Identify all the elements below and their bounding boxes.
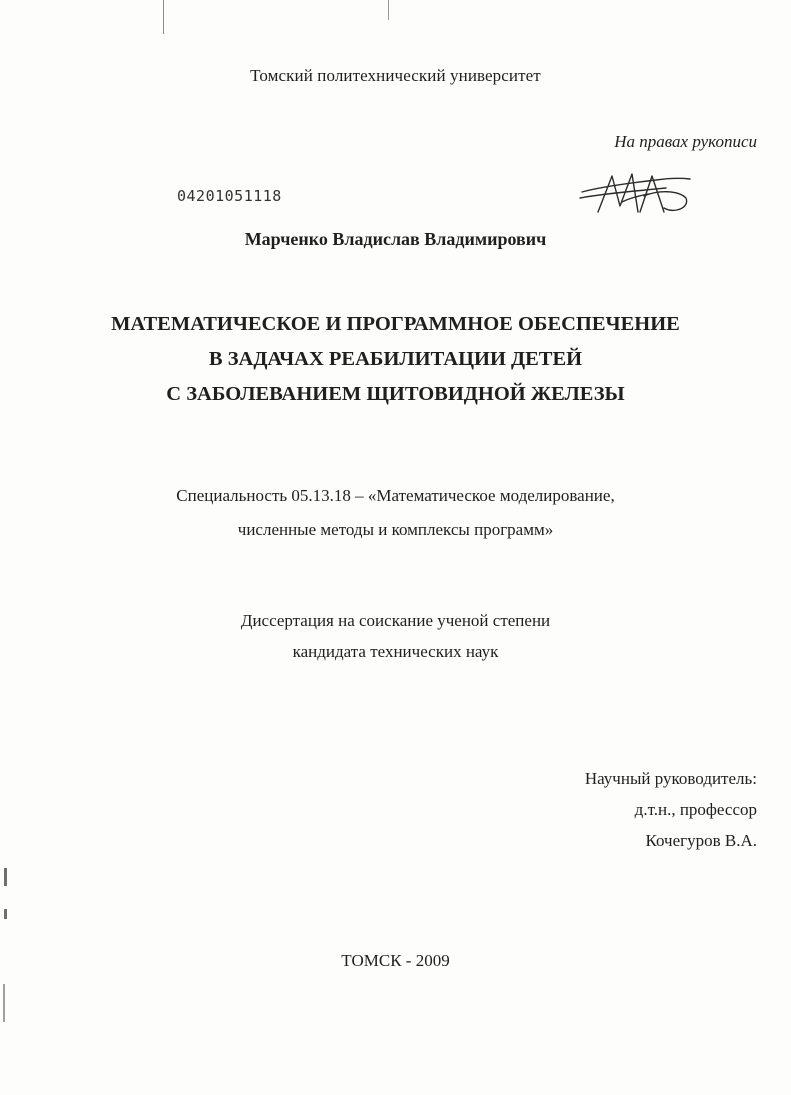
title-line-3: С ЗАБОЛЕВАНИЕМ ЩИТОВИДНОЙ ЖЕЛЕЗЫ <box>166 383 625 405</box>
document-code: 04201051118 <box>177 187 282 205</box>
supervisor-label: Научный руководитель: <box>584 769 757 788</box>
title-line-2: В ЗАДАЧАХ РЕАБИЛИТАЦИИ ДЕТЕЙ <box>208 348 583 370</box>
scan-mark-left-1 <box>4 868 7 886</box>
title-line-1: МАТЕМАТИЧЕСКОЕ И ПРОГРАММНОЕ ОБЕСПЕЧЕНИЕ <box>111 313 680 335</box>
specialty-line-1: Специальность 05.13.18 – «Математическое моделирование, <box>176 486 615 505</box>
scan-mark-top-right <box>388 0 389 20</box>
degree-line-1: Диссертация на соискание ученой степени <box>240 611 551 630</box>
scan-mark-top-left <box>163 0 164 34</box>
supervisor-block <box>585 763 757 856</box>
specialty <box>0 479 791 547</box>
dissertation-title <box>0 307 791 412</box>
manuscript-note: На правах рукописи <box>614 132 757 151</box>
specialty-line-2: численные методы и комплексы программ» <box>237 520 554 539</box>
supervisor-degree: д.т.н., профессор <box>634 800 757 819</box>
degree-statement <box>0 605 791 667</box>
author-name: Марченко Владислав Владимирович <box>244 229 547 249</box>
supervisor-name: Кочегуров В.А. <box>645 831 757 850</box>
handwritten-signature <box>578 168 694 218</box>
degree-line-2: кандидата технических наук <box>292 642 499 661</box>
university-name: Томский политехнический университет <box>250 66 541 85</box>
scan-mark-left-2 <box>4 909 7 919</box>
city-year: ТОМСК - 2009 <box>341 951 450 970</box>
scan-mark-left-3 <box>3 984 5 1022</box>
